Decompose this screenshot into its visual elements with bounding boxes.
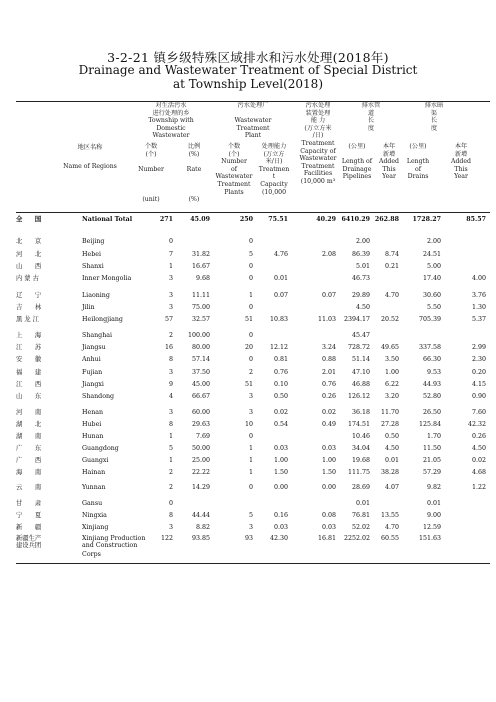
cell-col9: 4.68 (471, 469, 486, 476)
cell-col9: 0.20 (471, 369, 486, 376)
cell-col1: 7 (168, 251, 173, 258)
region-name-en: Hebei (82, 251, 101, 258)
cell-col6: 5.01 (355, 263, 370, 270)
table-row (16, 432, 490, 442)
cell-col2: 7.69 (195, 433, 210, 440)
cell-col6: 76.81 (351, 512, 370, 519)
table-row (16, 483, 490, 493)
cell-col1: 57 (164, 316, 173, 323)
header-bottom-rule (16, 212, 490, 213)
region-name-en: Fujian (82, 369, 103, 376)
cell-col2: 45.09 (190, 216, 210, 223)
region-name-en: Xinjiang (82, 524, 109, 531)
cell-col5: 3.24 (321, 344, 336, 351)
cell-col4: 0.03 (273, 445, 288, 452)
region-name-zh: 江 苏 (16, 344, 42, 351)
cell-col1: 1 (168, 457, 173, 464)
cell-col2: 29.63 (191, 421, 210, 428)
header-facility-capacity: 污水处理 装置处理 能 力 (万立方米 /日) Treatment Capacity of Wastewater Treatment Facilities (10,000 m³ (299, 102, 337, 185)
cell-col8: 21.05 (422, 457, 441, 464)
cell-col3: 1 (248, 445, 253, 452)
cell-col3: 1 (248, 292, 253, 299)
cell-col7: 20.52 (380, 316, 399, 323)
cell-col8: 0.01 (426, 500, 441, 507)
cell-col5: 0.08 (321, 512, 336, 519)
region-name-zh: 吉 林 (16, 304, 42, 311)
region-name-zh: 安 徽 (16, 356, 42, 363)
cell-col7: 3.50 (384, 356, 399, 363)
cell-col9: 4.00 (471, 275, 486, 282)
header-pipeline-added: 本年 新增 Added This Year (378, 143, 399, 181)
table-row (16, 444, 490, 454)
cell-col7: 8.74 (384, 251, 399, 258)
table-row (16, 368, 490, 378)
cell-col4: 4.76 (273, 251, 288, 258)
header-drains: 排水暗 渠 长 度 (424, 102, 444, 132)
cell-col6: 34.04 (351, 445, 370, 452)
cell-col7: 13.55 (380, 512, 399, 519)
cell-col5: 0.03 (321, 524, 336, 531)
cell-col2: 60.00 (191, 409, 210, 416)
cell-col9: 1.22 (471, 484, 486, 491)
cell-col3: 3 (248, 409, 253, 416)
region-name-en: Xinjiang Production (82, 535, 146, 542)
table-bottom-rule (16, 563, 490, 564)
cell-col7: 60.55 (380, 535, 399, 542)
cell-col7: 4.50 (384, 445, 399, 452)
cell-col5: 2.01 (321, 369, 336, 376)
cell-col8: 2.00 (426, 238, 441, 245)
cell-col6: 86.39 (351, 251, 370, 258)
title-english-line1: Drainage and Wastewater Treatment of Special District (78, 63, 418, 77)
table-row (16, 511, 490, 521)
cell-col4: 0.76 (273, 369, 288, 376)
cell-col3: 0 (248, 304, 253, 311)
cell-col8: 26.50 (422, 409, 441, 416)
cell-col7: 11.70 (380, 409, 399, 416)
cell-col8: 705.39 (418, 316, 441, 323)
table-row (16, 499, 490, 509)
cell-col8: 30.60 (422, 292, 441, 299)
cell-col2: 37.50 (191, 369, 210, 376)
header-township-wastewater: 对生活污水 进行处理的乡 Township with Domestic Wastewater (148, 102, 194, 140)
cell-col8: 11.50 (422, 445, 441, 452)
cell-col6: 51.14 (351, 356, 370, 363)
cell-col8: 5.50 (426, 304, 441, 311)
region-name-en: Hunan (82, 433, 104, 440)
cell-col6: 174.51 (347, 421, 370, 428)
cell-col9: 0.90 (471, 393, 486, 400)
cell-col7: 0.01 (384, 457, 399, 464)
cell-col4: 0.10 (273, 381, 288, 388)
cell-col2: 57.14 (191, 356, 210, 363)
cell-col2: 9.68 (195, 275, 210, 282)
cell-col2: 32.57 (191, 316, 210, 323)
cell-col4: 12.12 (269, 344, 288, 351)
table-row (16, 291, 490, 301)
cell-col6: 28.69 (351, 484, 370, 491)
cell-col8: 9.00 (426, 512, 441, 519)
cell-col7: 4.70 (384, 292, 399, 299)
table-row (16, 274, 490, 284)
cell-col8: 125.84 (418, 421, 441, 428)
region-name-en: Heilongjiang (82, 316, 123, 323)
region-name-zh: 内 蒙 古 (16, 275, 39, 282)
cell-col5: 0.49 (321, 421, 336, 428)
cell-col8: 337.58 (418, 344, 441, 351)
cell-col1: 5 (168, 445, 173, 452)
cell-col6: 46.73 (351, 275, 370, 282)
header-number: 个数 (个) Number (unit) (138, 143, 164, 204)
cell-col1: 3 (168, 275, 173, 282)
cell-col9: 7.60 (471, 409, 486, 416)
cell-col9: 4.15 (471, 381, 486, 388)
cell-col6: 10.46 (351, 433, 370, 440)
cell-col2: 16.67 (191, 263, 210, 270)
cell-col9: 4.50 (471, 445, 486, 452)
table-row (16, 392, 490, 402)
cell-col6: 52.02 (351, 524, 370, 531)
cell-col9: 2.30 (471, 356, 486, 363)
cell-col6: 19.68 (351, 457, 370, 464)
cell-col1: 8 (168, 512, 173, 519)
cell-col2: 11.11 (191, 292, 210, 299)
cell-col6: 4.50 (355, 304, 370, 311)
cell-col3: 3 (248, 524, 253, 531)
corps-en-line2: Corps (82, 551, 101, 558)
region-name-en: Gansu (82, 500, 103, 507)
cell-col2: 75.00 (191, 304, 210, 311)
cell-col3: 1 (248, 469, 253, 476)
cell-col5: 16.81 (317, 535, 336, 542)
cell-col7: 27.28 (380, 421, 399, 428)
region-name-zh: 湖 北 (16, 421, 42, 428)
title-english-line2: at Township Level(2018) (173, 77, 323, 91)
cell-col2: 14.29 (191, 484, 210, 491)
region-name-zh: 新 疆 (16, 524, 42, 531)
cell-col5: 0.00 (321, 484, 336, 491)
cell-col3: 10 (244, 421, 253, 428)
table-row (16, 250, 490, 260)
cell-col3: 51 (244, 316, 253, 323)
cell-col1: 4 (168, 393, 173, 400)
region-name-zh: 广 东 (16, 445, 42, 452)
cell-col1: 0 (168, 238, 173, 245)
region-name-zh: 辽 宁 (16, 292, 42, 299)
corps-en-line1: and Construction (82, 542, 138, 549)
region-name-en: Liaoning (82, 292, 110, 299)
cell-col4: 42.30 (269, 535, 288, 542)
cell-col4: 0.01 (273, 275, 288, 282)
region-name-en: Henan (82, 409, 104, 416)
region-name-zh: 黑 龙 江 (16, 316, 39, 323)
region-name-en: Shanghai (82, 332, 113, 339)
cell-col1: 3 (168, 304, 173, 311)
region-name-zh: 山 西 (16, 263, 42, 270)
cell-col8: 57.29 (422, 469, 441, 476)
cell-col2: 31.82 (191, 251, 210, 258)
cell-col5: 11.03 (317, 316, 336, 323)
cell-col1: 3 (168, 409, 173, 416)
cell-col5: 0.88 (321, 356, 336, 363)
cell-col3: 0 (248, 332, 253, 339)
region-name-zh: 全 国 (16, 216, 42, 223)
cell-col3: 3 (248, 393, 253, 400)
cell-col2: 93.85 (191, 535, 210, 542)
cell-col1: 8 (168, 421, 173, 428)
table-row (16, 343, 490, 353)
cell-col5: 40.29 (316, 216, 336, 223)
table-row (16, 355, 490, 365)
cell-col1: 271 (159, 216, 173, 223)
cell-col6: 2394.17 (343, 316, 370, 323)
region-name-en: Shanxi (82, 263, 104, 270)
cell-col1: 1 (168, 263, 173, 270)
cell-col1: 2 (168, 469, 173, 476)
region-name-zh: 北 京 (16, 238, 42, 245)
cell-col2: 22.22 (191, 469, 210, 476)
cell-col6: 2.00 (355, 238, 370, 245)
cell-col2: 45.00 (191, 381, 210, 388)
cell-col2: 25.00 (191, 457, 210, 464)
cell-col9: 2.99 (471, 344, 486, 351)
cell-col3: 0 (248, 433, 253, 440)
cell-col3: 51 (244, 381, 253, 388)
region-name-zh: 海 南 (16, 469, 42, 476)
cell-col4: 1.00 (273, 457, 288, 464)
header-drains-added: 本年 新增 Added This Year (450, 143, 471, 181)
cell-col8: 12.59 (422, 524, 441, 531)
cell-col3: 250 (239, 216, 253, 223)
cell-col5: 1.00 (321, 457, 336, 464)
cell-col9: 85.57 (466, 216, 486, 223)
cell-col4: 0.03 (273, 524, 288, 531)
cell-col7: 49.65 (380, 344, 399, 351)
region-name-en: Hainan (82, 469, 106, 476)
cell-col8: 44.93 (422, 381, 441, 388)
cell-col3: 20 (244, 344, 253, 351)
cell-col1: 122 (160, 535, 173, 542)
table-row (16, 456, 490, 466)
cell-col6: 2252.02 (343, 535, 370, 542)
table-row (16, 215, 490, 225)
header-region-en: Name of Regions (63, 163, 117, 170)
cell-col5: 1.50 (321, 469, 336, 476)
cell-col4: 0.81 (273, 356, 288, 363)
cell-col4: 0.50 (273, 393, 288, 400)
cell-col1: 0 (168, 500, 173, 507)
cell-col4: 10.83 (269, 316, 288, 323)
cell-col8: 17.40 (422, 275, 441, 282)
table-row (16, 303, 490, 313)
cell-col3: 0 (248, 356, 253, 363)
region-name-en: Anhui (82, 356, 101, 363)
cell-col8: 1728.27 (412, 216, 441, 223)
region-name-zh: 山 东 (16, 393, 42, 400)
cell-col1: 2 (168, 484, 173, 491)
corps-label-row-2 (16, 550, 490, 560)
header-pipeline-length: (公里) Length of Drainage Pipelines (341, 143, 373, 181)
cell-col7: 4.70 (384, 524, 399, 531)
table-row (16, 408, 490, 418)
cell-col9: 42.32 (467, 421, 486, 428)
cell-col3: 5 (248, 512, 253, 519)
region-name-zh: 河 南 (16, 409, 42, 416)
cell-col6: 111.75 (347, 469, 370, 476)
cell-col7: 1.00 (384, 369, 399, 376)
cell-col2: 44.44 (191, 512, 210, 519)
table-row (16, 262, 490, 272)
cell-col5: 0.26 (321, 393, 336, 400)
cell-col9: 1.30 (471, 304, 486, 311)
table-row (16, 331, 490, 341)
cell-col9: 3.76 (471, 292, 486, 299)
table-row (16, 420, 490, 430)
cell-col1: 3 (168, 369, 173, 376)
cell-col8: 66.30 (422, 356, 441, 363)
cell-col8: 24.51 (422, 251, 441, 258)
region-name-en: Beijing (82, 238, 105, 245)
region-name-zh: 新疆生产 (16, 535, 42, 542)
cell-col2: 66.67 (191, 393, 210, 400)
cell-col1: 3 (168, 524, 173, 531)
cell-col4: 0.00 (273, 484, 288, 491)
region-name-en: Jiangsu (82, 344, 106, 351)
region-name-zh: 河 北 (16, 251, 42, 258)
region-name-en: Jilin (82, 304, 95, 311)
header-drainage-pipelines: 排水管 道 长 度 (361, 102, 381, 132)
region-name-zh: 福 建 (16, 369, 42, 376)
cell-col7: 0.50 (384, 433, 399, 440)
region-name-zh: 宁 夏 (16, 512, 42, 519)
cell-col7: 38.28 (380, 469, 399, 476)
cell-col6: 45.47 (351, 332, 370, 339)
cell-col6: 126.12 (347, 393, 370, 400)
header-plant-capacity: 处理能力 (万立方 米/日) Treatmen t Capacity (10,000 (258, 143, 290, 196)
cell-col9: 5.37 (471, 316, 486, 323)
region-name-en: Jiangxi (82, 381, 104, 388)
cell-col7: 262.88 (374, 216, 399, 223)
region-name-zh: 云 南 (16, 484, 42, 491)
cell-col6: 6410.29 (341, 216, 370, 223)
cell-col5: 2.08 (321, 251, 336, 258)
header-region-zh: 地区名称 (77, 144, 103, 151)
cell-col4: 0.02 (273, 409, 288, 416)
cell-col6: 728.72 (347, 344, 370, 351)
cell-col2: 100.00 (187, 332, 210, 339)
header-wastewater-plant: 污水处理厂 Wastewater Treatment Plant (234, 102, 272, 140)
cell-col6: 46.88 (351, 381, 370, 388)
cell-col2: 50.00 (191, 445, 210, 452)
region-name-en: Inner Mongolia (82, 275, 132, 282)
cell-col5: 0.07 (321, 292, 336, 299)
cell-col3: 0 (248, 238, 253, 245)
table-row (16, 380, 490, 390)
cell-col6: 0.01 (355, 500, 370, 507)
cell-col1: 16 (164, 344, 173, 351)
cell-col5: 0.02 (321, 409, 336, 416)
region-name-zh: 上 海 (16, 332, 42, 339)
table-row (16, 237, 490, 247)
cell-col8: 1.70 (426, 433, 441, 440)
cell-col3: 0 (248, 275, 253, 282)
cell-col3: 0 (248, 484, 253, 491)
table-title-chinese: 3-2-21 镇乡级特殊区域排水和污水处理(2018年) (107, 50, 389, 65)
cell-col3: 1 (248, 457, 253, 464)
region-name-zh: 湖 南 (16, 433, 42, 440)
region-name-en: Ningxia (82, 512, 107, 519)
table-title-english (0, 63, 496, 91)
cell-col8: 151.63 (418, 535, 441, 542)
cell-col4: 0.16 (273, 512, 288, 519)
region-name-en: Shandong (82, 393, 115, 400)
cell-col5: 0.03 (321, 445, 336, 452)
header-drains-length: (公里) Length of Drains (406, 143, 430, 181)
cell-col3: 93 (244, 535, 253, 542)
region-name-en: Guangdong (82, 445, 119, 452)
cell-col7: 3.20 (384, 393, 399, 400)
region-name-en: Yunnan (82, 484, 106, 491)
cell-col6: 36.18 (351, 409, 370, 416)
table-row (16, 523, 490, 533)
cell-col8: 9.82 (426, 484, 441, 491)
cell-col4: 0.07 (273, 292, 288, 299)
cell-col3: 5 (248, 251, 253, 258)
cell-col2: 80.00 (191, 344, 210, 351)
cell-col3: 2 (248, 369, 253, 376)
cell-col1: 9 (168, 381, 173, 388)
cell-col5: 0.76 (321, 381, 336, 388)
corps-zh: 建设兵团 (16, 542, 42, 549)
cell-col4: 0.54 (273, 421, 288, 428)
header-plant-number: 个数 (个) Number of Wastewater Treatment Plants (215, 143, 253, 196)
table-row (16, 468, 490, 478)
cell-col8: 52.80 (422, 393, 441, 400)
region-name-en: Hubei (82, 421, 102, 428)
cell-col8: 9.53 (426, 369, 441, 376)
cell-col6: 29.89 (351, 292, 370, 299)
cell-col7: 0.21 (384, 263, 399, 270)
region-name-zh: 广 西 (16, 457, 42, 464)
cell-col2: 8.82 (195, 524, 210, 531)
region-name-zh: 甘 肃 (16, 500, 42, 507)
cell-col1: 2 (168, 332, 173, 339)
cell-col4: 75.51 (268, 216, 288, 223)
table-row (16, 315, 490, 325)
cell-col7: 6.22 (384, 381, 399, 388)
region-name-zh: 江 西 (16, 381, 42, 388)
cell-col1: 1 (168, 433, 173, 440)
cell-col1: 3 (168, 292, 173, 299)
cell-col3: 0 (248, 263, 253, 270)
cell-col1: 8 (168, 356, 173, 363)
cell-col8: 5.00 (426, 263, 441, 270)
cell-col4: 1.50 (273, 469, 288, 476)
cell-col6: 47.10 (351, 369, 370, 376)
region-name-en: National Total (82, 216, 133, 223)
cell-col9: 0.26 (471, 433, 486, 440)
cell-col9: 0.02 (471, 457, 486, 464)
region-name-en: Guangxi (82, 457, 109, 464)
header-rate: 比例 (%) Rate (%) (186, 143, 202, 204)
cell-col7: 4.07 (384, 484, 399, 491)
